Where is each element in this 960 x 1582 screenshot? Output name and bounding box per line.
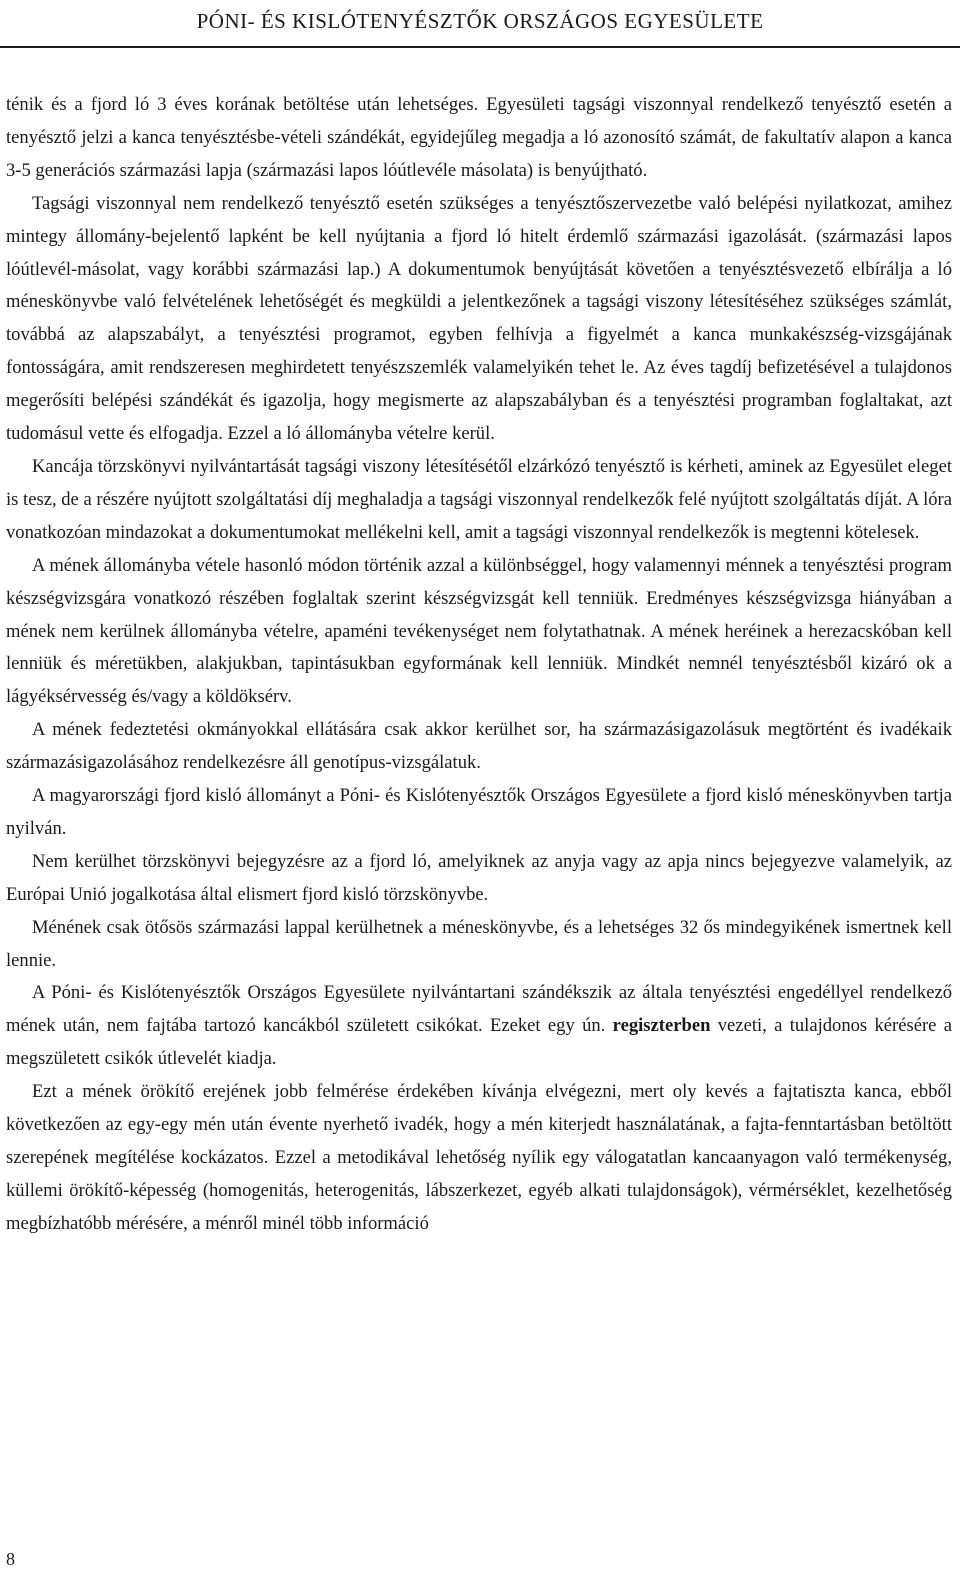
running-header [0, 0, 960, 48]
paragraph-2: Tagsági viszonnyal nem rendelkező tenyésztő esetén szükséges a tenyésztőszervezetbe való belépési nyilatkozat, amihez mintegy állomány-bejelentő lapként be kell nyújtania a fjord ló hitelt érdemlő származási igazolását. (származási lapos lóútlevél-másolat, vagy korábbi származási lap.) A dokumentumok benyújtását követően a tenyésztésvezető elbírálja a ló méneskönyvbe való felvételének lehetőségét és megküldi a jelentkezőnek a tagsági viszony létesítéséhez szükséges számlát, továbbá az alapszabályt, a tenyésztési programot, egyben felhívja a figyelmét a kanca munkakészség-vizsgájának fontosságára, amit rendszeresen meghirdetett tenyészszemlék valamelyikén tehet le. Az éves tagdíj befizetésével a tulajdonos megerősíti belépési szándékát és igazolja, hogy megismerte az alapszabályban és a tenyésztési programban foglaltakat, azt tudomásul vette és elfogadja. Ezzel a ló állományba vételre kerül. [6, 192, 952, 445]
paragraph-9-text-after: vezeti, a tulajdonos kérésére a megszületett csikók útlevelét kiadja. [6, 1015, 953, 1070]
paragraph-10: Ezt a mének örökítő erejének jobb felmérése érdekében kívánja elvégezni, mert oly kevés a fajtatiszta kanca, ebből következően az egy-egy mén után évente nyerhető ivadék, hogy a mén kiterjedt használatának, a fajta-fenntartásban betöltött szerepének megítélése kockázatos. Ezzel a metodikával lehetőség nyílik egy válogatatlan kancaanyagon való termékenység, küllemi örökítő-képesség (homogenitás, heterogenitás, lábszerkezet, egyéb alkati tulajdonságok), vérmérséklet, kezelhetőség megbízhatóbb mérésére, a ménről minél több információ [6, 1081, 952, 1234]
paragraph-4: A mének állományba vétele hasonló módon történik azzal a különbséggel, hogy valamennyi ménnek a tenyésztési program készségvizsgára vonatkozó részében foglaltak szerint készségvizsgát kell tenniük. Eredményes készségvizsga hiányában a mének nem kerülnek állományba vételre, apaméni tevékenységet nem folytathatnak. A mének heréinek a herezacskóban kell lenniük és méretükben, alakjukban, tapintásukban egyformának kell lenniük. Mindkét nemnél tenyésztésből kizáró ok a lágyéksérvesség és/vagy a köldöksérv. [6, 554, 952, 708]
paragraph-9-text-before: A Póni- és Kislótenyésztők Országos Egyesülete nyilvántartani szándékszik az általa tenyésztési engedéllyel rendelkező mének után, nem fajtába tartozó kancákból született csikókat. Ezeket egy ún. [6, 982, 952, 1037]
page-number: 8 [6, 1549, 15, 1569]
bold-term-regiszterben: regiszterben [612, 1015, 711, 1037]
paragraph-9 [6, 977, 952, 1076]
paragraph-1: ténik és a fjord ló 3 éves korának betöltése után lehetséges. Egyesületi tagsági viszonnyal rendelkező tenyésztő esetén a tenyésztő jelzi a kanca tenyésztésbe-vételi szándékát, egyidejűleg megadja a ló azonosító számát, de fakultatív alapon a kanca 3-5 generációs származási lapja (származási lapos lóútlevéle másolata) is benyújtható. [6, 94, 952, 181]
paragraph-5: A mének fedeztetési okmányokkal ellátására csak akkor kerülhet sor, ha származásigazolásuk megtörtént és ivadékaik származásigazolásához rendelkezésre áll genotípus-vizsgálatuk. [6, 719, 952, 774]
paragraph-7: Nem kerülhet törzskönyvi bejegyzésre az a fjord ló, amelyiknek az anyja vagy az apja nincs bejegyezve valamelyik, az Európai Unió jogalkotása által elismert fjord kisló törzskönyvbe. [6, 850, 952, 905]
paragraph-3: Kancája törzskönyvi nyilvántartását tagsági viszony létesítésétől elzárkózó tenyésztő is kérheti, aminek az Egyesület eleget is tesz, de a részére nyújtott szolgáltatási díj meghaladja a tagsági viszonnyal rendelkezők felé nyújtott szolgáltatás díját. A lóra vonatkozóan mindazokat a dokumentumokat mellékelni kell, amit a tagsági viszonnyal rendelkezők is megtenni kötelesek. [6, 455, 952, 543]
body-text [6, 89, 952, 1241]
header-title: PÓNI- ÉS KISLÓTENYÉSZTŐK ORSZÁGOS EGYESÜLETE [196, 9, 764, 33]
paragraph-6: A magyarországi fjord kisló állományt a Póni- és Kislótenyésztők Országos Egyesülete a fjord kisló méneskönyvben tartja nyilván. [6, 785, 952, 839]
paragraph-8: Ménének csak ötősös származási lappal kerülhetnek a méneskönyvbe, és a lehetséges 32 ős mindegyikének ismertnek kell lennie. [6, 916, 952, 971]
